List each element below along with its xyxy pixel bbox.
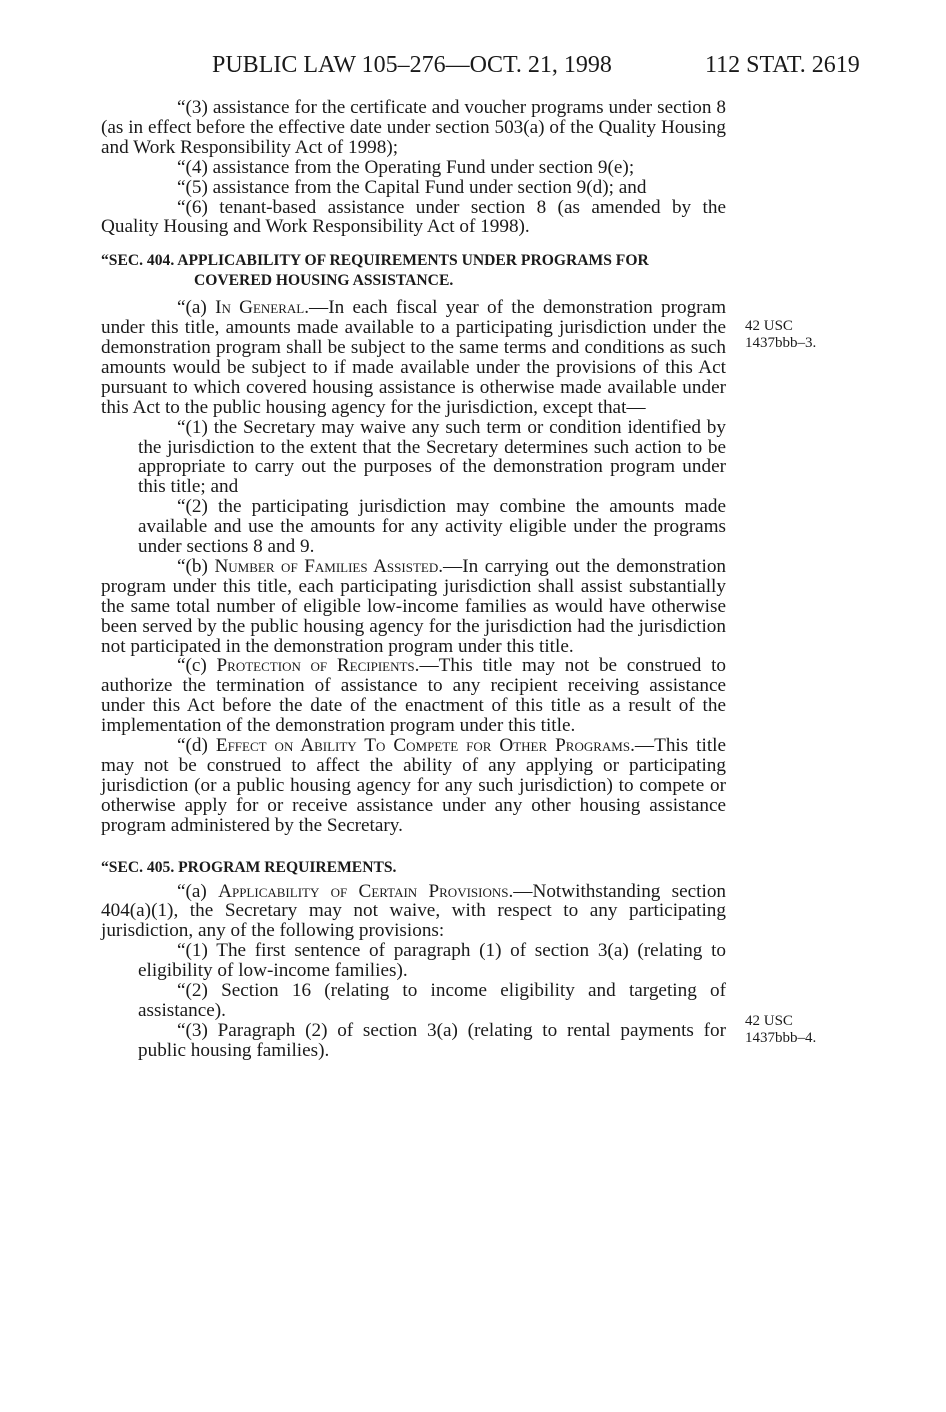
subsection-404-d-label: “(d) [177,735,208,757]
subsection-404-d [101,736,726,836]
margin-note-sec-404-line1: 42 USC [745,318,793,334]
subsection-404-c-text: .—This title may not be construed to authorize the termination of assistance to any recipient receiving assistance under this Act before the date of the enactment of this title as a result of the implementation of the demonstration program under this title. [101,655,726,737]
subsection-404-b [101,557,726,657]
paragraph-405-a-1: “(1) The first sentence of paragraph (1) of section 3(a) (relating to eligibility of low-income families). [138,940,726,982]
section-405-heading: “SEC. 405. PROGRAM REQUIREMENTS. [101,858,397,876]
paragraph-405-a-3: “(3) Paragraph (2) of section 3(a) (relating to rental payments for public housing families). [138,1019,726,1061]
margin-note-sec-405-line1: 42 USC [745,1013,793,1029]
public-law-title: PUBLIC LAW 105–276—OCT. 21, 1998 [212,52,612,78]
margin-note-sec-404-line2: 1437bbb–3. [745,335,817,351]
paragraph-3: “(3) assistance for the certificate and voucher programs under section 8 (as in effect before the effective date under section 503(a) of the Quality Housing and Work Responsibility Act of 1998); [101,97,726,158]
subsection-404-a-text: .—In each fiscal year of the demonstration program under this title, amounts made available to a participating jurisdiction under the demonstration program shall be subject to the same terms and conditions as such amounts would be subject to if made available under the provisions of this Act pursuant to which covered housing assistance is otherwise made available under this Act to the public housing agency for the jurisdiction, except that— [101,297,726,418]
subsection-404-c-label: “(c) [177,655,207,677]
subsection-404-d-heading: Effect on Ability To Compete for Other Programs [215,735,631,757]
subsection-404-a-label: “(a) [177,297,207,319]
page-header [0,50,946,80]
subsection-404-a-heading: In General [215,297,305,319]
subsection-404-c [101,656,726,736]
subsection-404-c-heading: Protection of Recipients [216,655,415,677]
margin-note-sec-405-line2: 1437bbb–4. [745,1030,817,1046]
subsection-405-a-text: .—Notwithstanding section 404(a)(1), the Secretary may not waive, with respect to any participating jurisdiction, any of the following provisions: [101,880,727,942]
subsection-405-a [101,882,726,942]
section-404-heading: “SEC. 404. APPLICABILITY OF REQUIREMENTS UNDER PROGRAMS FOR COVERED HOUSING ASSISTANCE. [101,252,649,290]
paragraph-6: “(6) tenant-based assistance under section 8 (as amended by the Quality Housing and Work Responsibility Act of 1998). [101,196,726,238]
subsection-405-a-label: “(a) [177,880,207,902]
paragraph-405-a-2: “(2) Section 16 (relating to income eligibility and targeting of assistance). [138,980,726,1021]
subsection-404-b-heading: Number of Families Assisted [214,555,439,577]
paragraph-4: “(4) assistance from the Operating Fund under section 9(e); [177,156,635,178]
subsection-404-a [101,298,726,417]
subsection-404-b-label: “(b) [177,555,208,577]
page-body [101,98,726,1061]
margin-note-sec-404 [745,318,855,352]
paragraph-404-a-1: “(1) the Secretary may waive any such term or condition identified by the jurisdiction to the extent that the Secretary determines such action to be appropriate to carry out the purposes of the demonstration program under this title; and [138,416,726,498]
margin-note-sec-405 [745,1013,855,1047]
subsection-404-d-text: .—This title may not be construed to affect the ability of any applying or participating jurisdiction (or a public housing agency for any such jurisdiction) to compete or otherwise apply for or receive assistance under any other housing assistance program administered by the Secretary. [101,735,727,836]
paragraph-404-a-2: “(2) the participating jurisdiction may combine the amounts made available and use the amounts for any activity eligible under the programs under sections 8 and 9. [138,496,726,558]
subsection-404-b-text: .—In carrying out the demonstration program under this title, each participating jurisdiction shall assist substantially the same total number of eligible low-income families as would have otherwise been served by the public housing agency for the jurisdiction had the jurisdiction not participated in the demonstration program under this title. [101,555,727,657]
paragraph-5: “(5) assistance from the Capital Fund under section 9(d); and [177,176,647,198]
statute-page-number: 112 STAT. 2619 [705,52,860,78]
subsection-405-a-heading: Applicability of Certain Provisions [218,880,509,902]
